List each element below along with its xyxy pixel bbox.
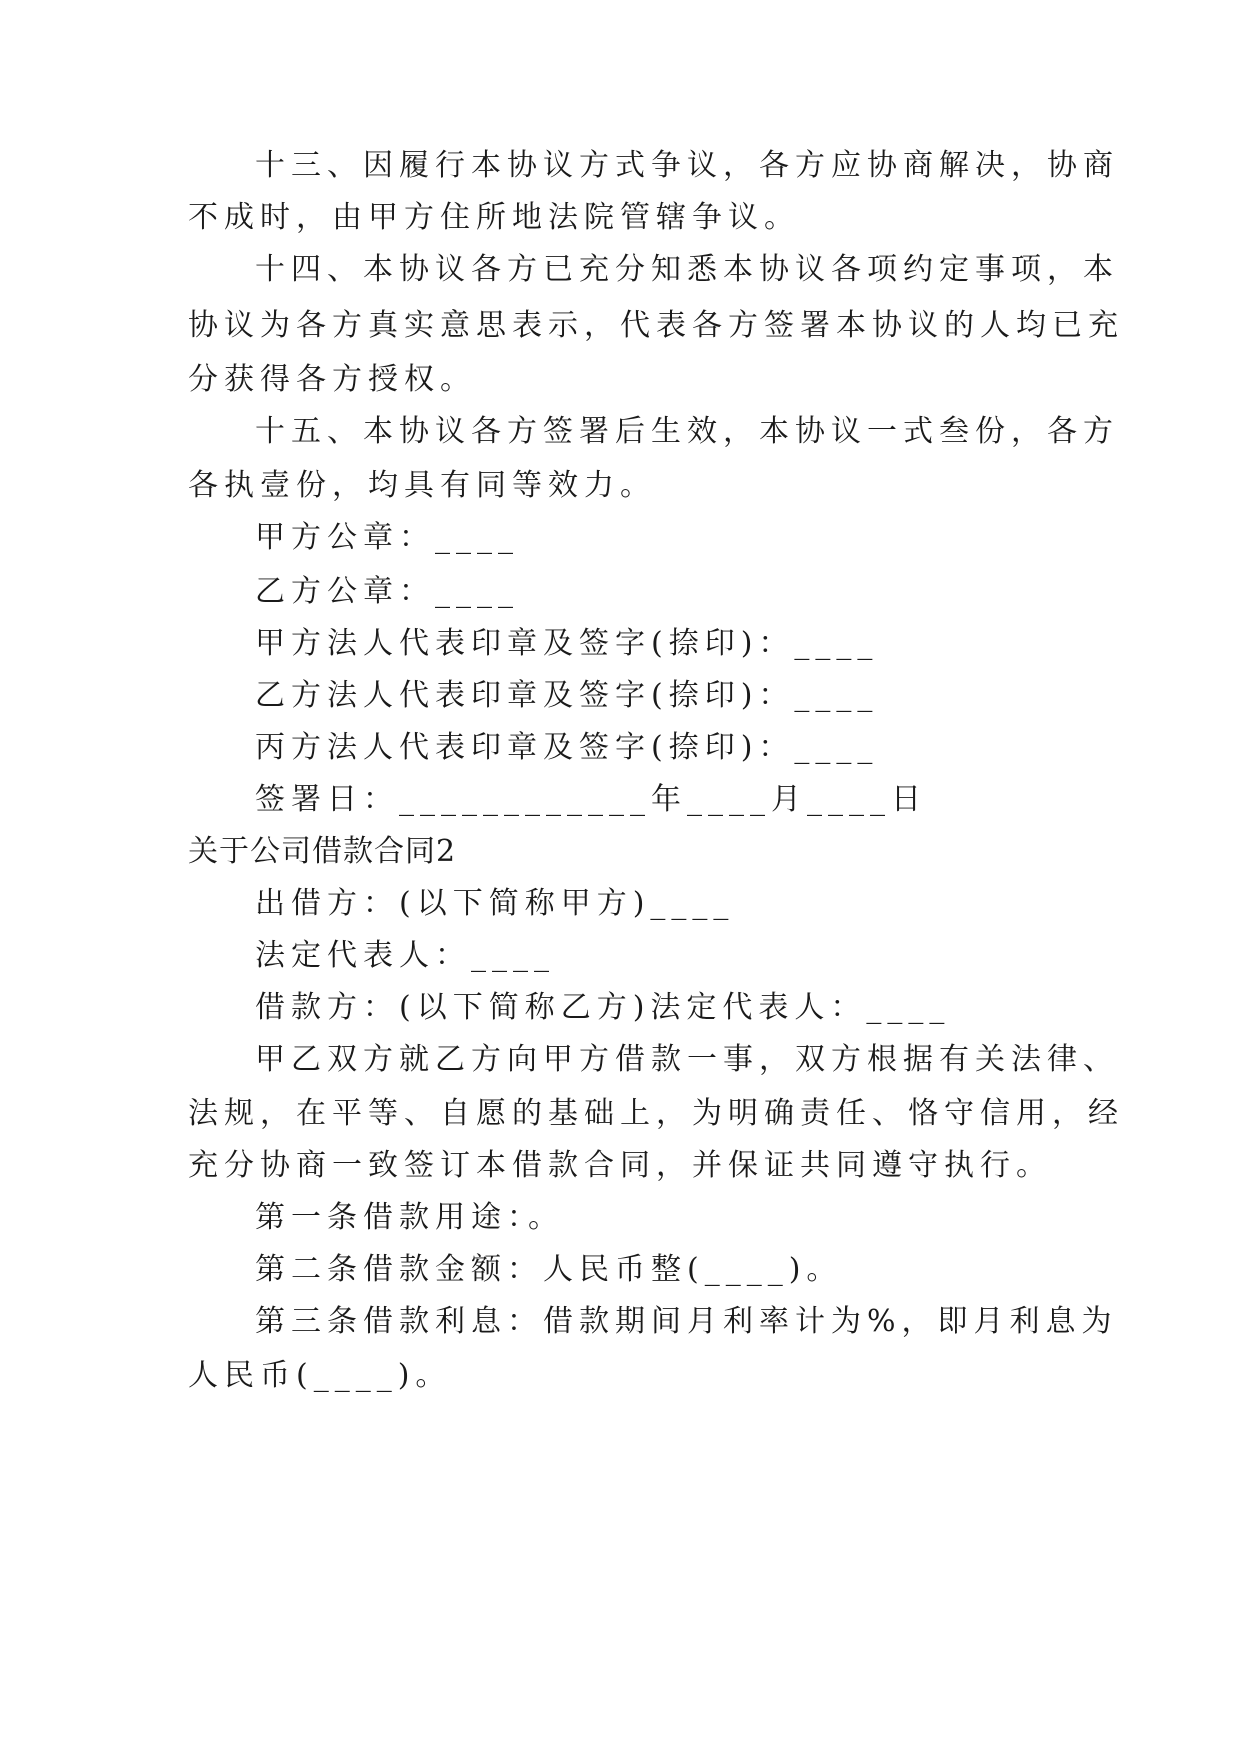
article-3-line-1: 第三条借款利息：借款期间月利率计为%，即月利息为 (255, 1304, 1118, 1339)
clause-14-line-2: 协议为各方真实意思表示，代表各方签署本协议的人均已充 (188, 308, 1124, 343)
lender-line: 出借方：(以下简称甲方)____ (255, 886, 735, 921)
signing-date-line: 签署日：____________年____月____日 (255, 782, 927, 817)
clause-15-line-1: 十五、本协议各方签署后生效，本协议一式叁份，各方 (255, 414, 1119, 449)
contract-2-title: 关于公司借款合同2 (188, 834, 457, 869)
preamble-line-2: 法规，在平等、自愿的基础上，为明确责任、恪守信用，经 (188, 1096, 1124, 1131)
article-1-line: 第一条借款用途：。 (255, 1200, 564, 1235)
clause-14-line-3: 分获得各方授权。 (188, 362, 476, 397)
party-a-rep-signature-line: 甲方法人代表印章及签字(捺印)：____ (255, 626, 879, 661)
article-2-line: 第二条借款金额：人民币整(____)。 (255, 1252, 843, 1287)
party-c-rep-signature-line: 丙方法人代表印章及签字(捺印)：____ (255, 730, 879, 765)
article-3-line-2: 人民币(____)。 (188, 1358, 452, 1393)
clause-13-line-2: 不成时，由甲方住所地法院管辖争议。 (188, 200, 800, 235)
clause-15-line-2: 各执壹份，均具有同等效力。 (188, 468, 656, 503)
clause-13-line-1: 十三、因履行本协议方式争议，各方应协商解决，协商 (255, 148, 1119, 183)
preamble-line-3: 充分协商一致签订本借款合同，并保证共同遵守执行。 (188, 1148, 1052, 1183)
clause-14-line-1: 十四、本协议各方已充分知悉本协议各项约定事项，本 (255, 252, 1119, 287)
party-a-seal-line: 甲方公章：____ (255, 520, 519, 555)
party-b-rep-signature-line: 乙方法人代表印章及签字(捺印)：____ (255, 678, 879, 713)
party-b-seal-line: 乙方公章：____ (255, 574, 519, 609)
legal-rep-line: 法定代表人：____ (255, 938, 555, 973)
borrower-line: 借款方：(以下简称乙方)法定代表人：____ (255, 990, 951, 1025)
preamble-line-1: 甲乙双方就乙方向甲方借款一事，双方根据有关法律、 (255, 1042, 1119, 1077)
